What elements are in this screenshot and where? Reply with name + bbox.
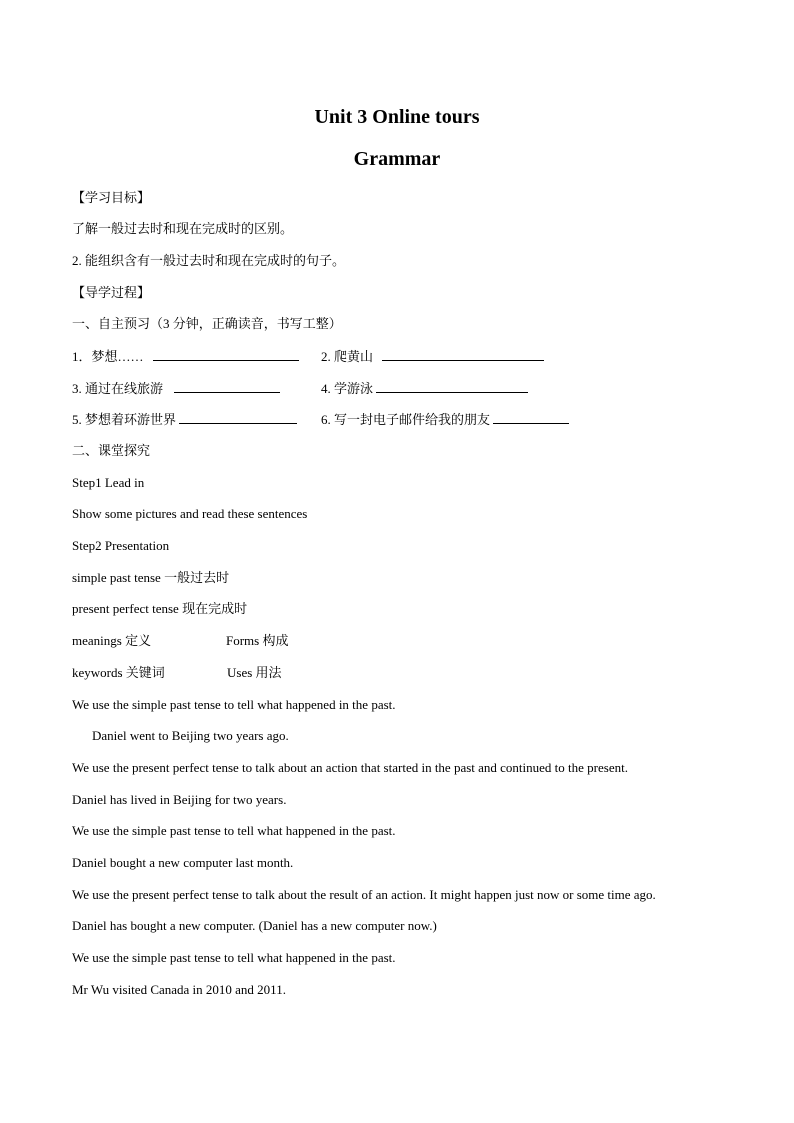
exercise-label: 6. 写一封电子邮件给我的朋友 (321, 412, 491, 427)
answer-blank[interactable] (493, 411, 569, 424)
exercise-label: 4. 学游泳 (321, 381, 374, 396)
answer-blank[interactable] (382, 348, 544, 361)
rule-sentence: We use the present perfect tense to talk about the result of an action. It might happen just now or some time ago. (72, 887, 656, 902)
class-heading: 二、课堂探究 (72, 443, 151, 458)
rule-sentence: We use the present perfect tense to talk about an action that started in the past and continued to the present. (72, 760, 628, 775)
exercise-4 (321, 380, 528, 397)
keywords-label: keywords 关键词 (72, 665, 165, 680)
show-pictures: Show some pictures and read these sentences (72, 506, 308, 521)
exercise-3 (72, 380, 280, 397)
step2: Step2 Presentation (72, 538, 170, 553)
process-heading: 【导学过程】 (72, 285, 151, 300)
answer-blank[interactable] (174, 380, 280, 393)
answer-blank[interactable] (179, 411, 297, 424)
uses-label: Uses 用法 (227, 665, 282, 680)
exercise-6 (321, 411, 569, 428)
exercise-5 (72, 411, 297, 428)
exercise-label: 3. 通过在线旅游 (72, 381, 164, 396)
subtitle: Grammar (353, 148, 441, 170)
preview-heading: 一、自主预习（3 分钟，正确读音，书写工整） (72, 316, 342, 331)
rule-sentence: We use the simple past tense to tell what happened in the past. (72, 823, 396, 838)
example-sentence: Daniel has lived in Beijing for two years. (72, 792, 287, 807)
exercise-label: 1．梦想…… (72, 349, 144, 364)
exercise-1 (72, 348, 299, 365)
answer-blank[interactable] (153, 348, 299, 361)
objective-item-1: 了解一般过去时和现在完成时的区别。 (72, 221, 294, 236)
objectives-heading: 【学习目标】 (72, 190, 151, 205)
example-sentence: Daniel has bought a new computer. (Daniel has a new computer now.) (72, 918, 437, 933)
example-sentence: Mr Wu visited Canada in 2010 and 2011. (72, 982, 286, 997)
present-perfect-label: present perfect tense 现在完成时 (72, 601, 248, 616)
exercise-label: 5. 梦想着环游世界 (72, 412, 177, 427)
exercise-2 (321, 348, 544, 365)
answer-blank[interactable] (376, 380, 528, 393)
rule-sentence: We use the simple past tense to tell what happened in the past. (72, 950, 396, 965)
simple-past-label: simple past tense 一般过去时 (72, 570, 230, 585)
forms-label: Forms 构成 (226, 633, 289, 648)
meanings-label: meanings 定义 (72, 633, 152, 648)
objective-item-2: 2. 能组织含有一般过去时和现在完成时的句子。 (72, 253, 346, 268)
example-sentence: Daniel bought a new computer last month. (72, 855, 294, 870)
example-sentence: Daniel went to Beijing two years ago. (92, 728, 289, 743)
rule-sentence: We use the simple past tense to tell what happened in the past. (72, 697, 396, 712)
exercise-label: 2. 爬黄山 (321, 349, 374, 364)
unit-title: Unit 3 Online tours (314, 106, 480, 128)
step1: Step1 Lead in (72, 475, 145, 490)
